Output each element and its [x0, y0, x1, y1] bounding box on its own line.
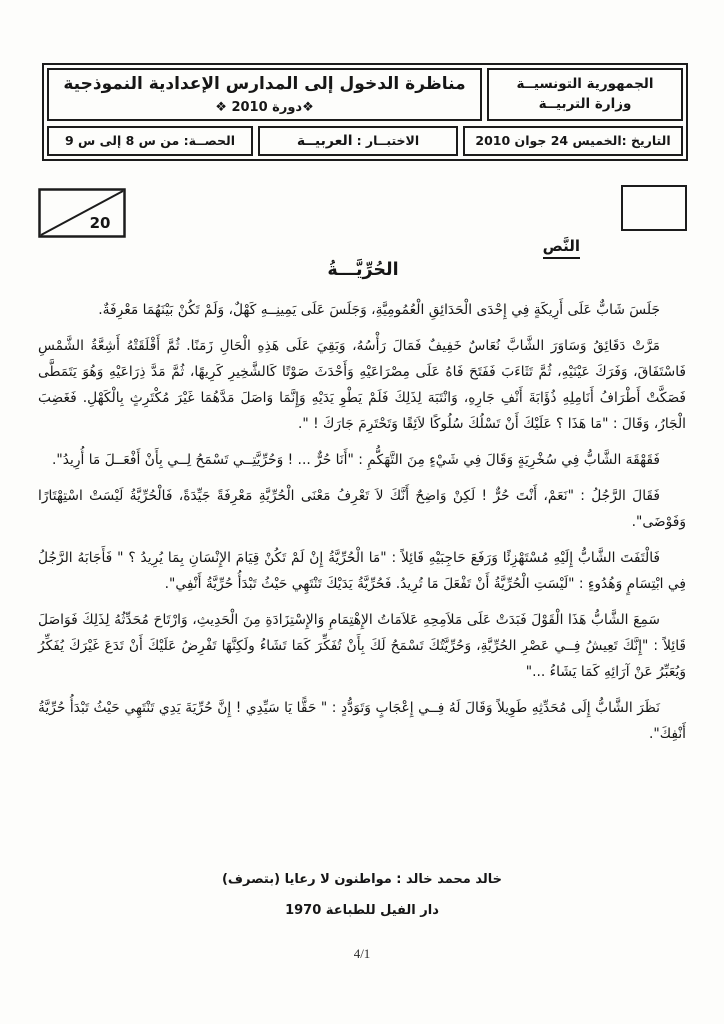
exam-title-cell: [47, 68, 482, 121]
ministry-line2: وزارة التربيــة: [538, 95, 632, 112]
exam-date-cell: [463, 126, 683, 156]
score-box-max: 20: [89, 214, 111, 232]
exam-date: التاريخ :الخميس 24 جوان 2010: [475, 133, 671, 149]
exam-time: الحصــة: من س 8 إلى س 9: [64, 133, 236, 149]
score-box-diagonal: [41, 191, 123, 235]
candidate-number-box: [621, 185, 687, 231]
paragraph-6: سَمِعَ الشَّابُّ هَذَا الْقَوْلَ فَبَدَتْ عَلَى مَلاَمِحِهِ عَلاَمَاتُ الإِهْتِمَامِ وَالإِسْتِزَادَةِ مِنَ الْحَدِيثِ، وَارْتَاحَ مُحَدِّثُهُ لِذَلِكَ فَوَاصَلَ قَائِلاً : "إِنَّكَ تَعِيشُ فِــي عَصْرِ الحُرِّيَّةِ، وَحُرِّيَّتُكَ تَسْمَحُ لَكَ بِأَنْ تُفَكِّرَ كَمَا تَشَاءُ ولَكِنَّهَا تَفْرِضُ عَلَيْكَ أَنْ تَدَعَ غَيْرَكَ يُفَكِّرُ وَيُعَبِّرُ عَنْ آرَائِهِ كَمَا يَشَاءُ ...": [38, 612, 686, 680]
subject-value: العربيــة: [296, 133, 353, 150]
attribution-author: خالد محمد خالد : مواطنون لا رعايا (بتصرف): [221, 872, 502, 887]
exam-header-table: [42, 63, 688, 161]
score-box: [38, 188, 126, 238]
exam-time-cell: [47, 126, 253, 156]
paragraph-1: جَلَسَ شَابٌّ عَلَى أَرِيكَةٍ فِي إِحْدَى الْحَدَائِقِ الْعُمُومِيَّةِ، وَجَلَسَ عَلَى يَمِينِــهِ كَهْلٌ، وَلَمْ تَكُنْ بَيْنَهُمَا مَعْرِفَةٌ.: [98, 302, 660, 318]
exam-subject-cell: [258, 126, 458, 156]
paragraph-2: مَرَّتْ دَقَائِقُ وَسَاوَرَ الشَّابَّ نُعَاسٌ خَفِيفٌ فَمَالَ رَأْسُهُ، وَبَقِيَ عَلَى هَذِهِ الْحَالِ زَمَنًا. ثُمَّ أَقْلَقَتْهُ أَشِعَّةُ الشَّمْسِ فَاسْتَفَاقَ، وَفَرَكَ عَيْنَيْهِ، ثُمَّ تَثَاءَبَ فَفَتَحَ فَاهُ عَلَى مِصْرَاعَيْهِ وَأَحْدَثَ صَوْتًا كَالشَّخِيرِ كَرِيهًا، ثُمَّ مَدَّ ذِرَاعَيْهِ وَهُوَ يَتَمَطَّى فَصَكَّتْ أَطْرَافُ أَنَامِلِهِ ذُؤَابَةَ أَنْفِ جَارِهِ، وَانْتَبَهَ لِذَلِكَ فَلَمْ يَطْوِ يَدَيْهِ وَإِنَّمَا وَاصَلَ مَدَّهُمَا غَيْرَ مُكْتَرِثٍ بِالْكَهْلِ. فَغَضِبَ الْجَارُ، وَقَالَ : "مَا هَذَا ؟ عَلَيْكَ أَنْ تَسْلُكَ سُلُوكًا لاَئِقًا وَتَحْتَرِمَ جَارَكَ ! ".: [38, 338, 686, 432]
subject-label: الاختبــار :: [356, 133, 420, 149]
page-number: 4/1: [353, 946, 371, 961]
section-label: النَّص: [543, 237, 580, 259]
exam-title: مناظرة الدخول إلى المدارس الإعدادية النموذجية: [63, 74, 466, 94]
title-band: [38, 163, 688, 295]
text-title: الحُرِّيَّـــةُ: [327, 260, 399, 280]
attribution: [0, 864, 724, 926]
paragraph-3: فَقَهْقَهَ الشَّابُّ فِي سُخْرِيَةٍ وَقَالَ فِي شَيْءٍ مِنَ التَّهَكُّمِ : "أَنَا حُرٌّ ... ! وَحُرِّيَّتِــي تَسْمَحُ لِــي بِأَنْ أَفْعَــلَ مَا أُرِيدُ".: [52, 452, 660, 468]
paragraph-5: فَالْتَفَتَ الشَّابُّ إِلَيْهِ مُسْتَهْزِئًا وَرَفَعَ حَاجِبَيْهِ قَائِلاً : "مَا الْحُرِّيَّةُ إِنْ لَمْ تَكُنْ قِيَامَ الإِنْسَانِ بِمَا يُرِيدُ ؟ " فَأَجَابَهُ الرَّجُلُ فِي ابْتِسَامٍ وَهُدُوءٍ : "لَيْسَتِ الْحُرِّيَّةُ أَنْ تَفْعَلَ مَا تُرِيدُ. فَحُرِّيَّةُ يَدَيْكَ تَنْتَهِي حَيْثُ تَبْدَأُ حُرِّيَّةُ أَنْفِي".: [38, 550, 686, 592]
attribution-publisher: دار الفيل للطباعة 1970: [285, 903, 439, 919]
paragraph-4: فَقَالَ الرَّجُلُ : "نَعَمْ، أَنْتَ حُرٌّ ! لَكِنْ وَاضِحٌ أَنَّكَ لاَ تَعْرِفُ مَعْنَى الْحُرِّيَّةِ مَعْرِفَةً جَيِّدَةً، فَالْحُرِّيَّةُ لَيْسَتْ اسْتِهْتَارًا وَفَوْضَى".: [38, 488, 686, 530]
reading-text: [38, 297, 686, 757]
exam-session: ❖دورة 2010 ❖: [215, 99, 314, 115]
ministry-cell: [487, 68, 683, 121]
paragraph-7: نَظَرَ الشَّابُّ إِلَى مُحَدِّثِهِ طَوِيلاً وَقَالَ لَهُ فِــي إِعْجَابٍ وَتَوَدُّدٍ : " حَقًّا يَا سَيِّدِي ! إِنَّ حُرِّيَةَ يَدِي تَنْتَهِي حَيْثُ تَبْدَأُ حُرِّيَّةُ أَنْفِكَ".: [38, 700, 686, 742]
ministry-line1: الجمهورية التونسيــة: [516, 76, 654, 93]
